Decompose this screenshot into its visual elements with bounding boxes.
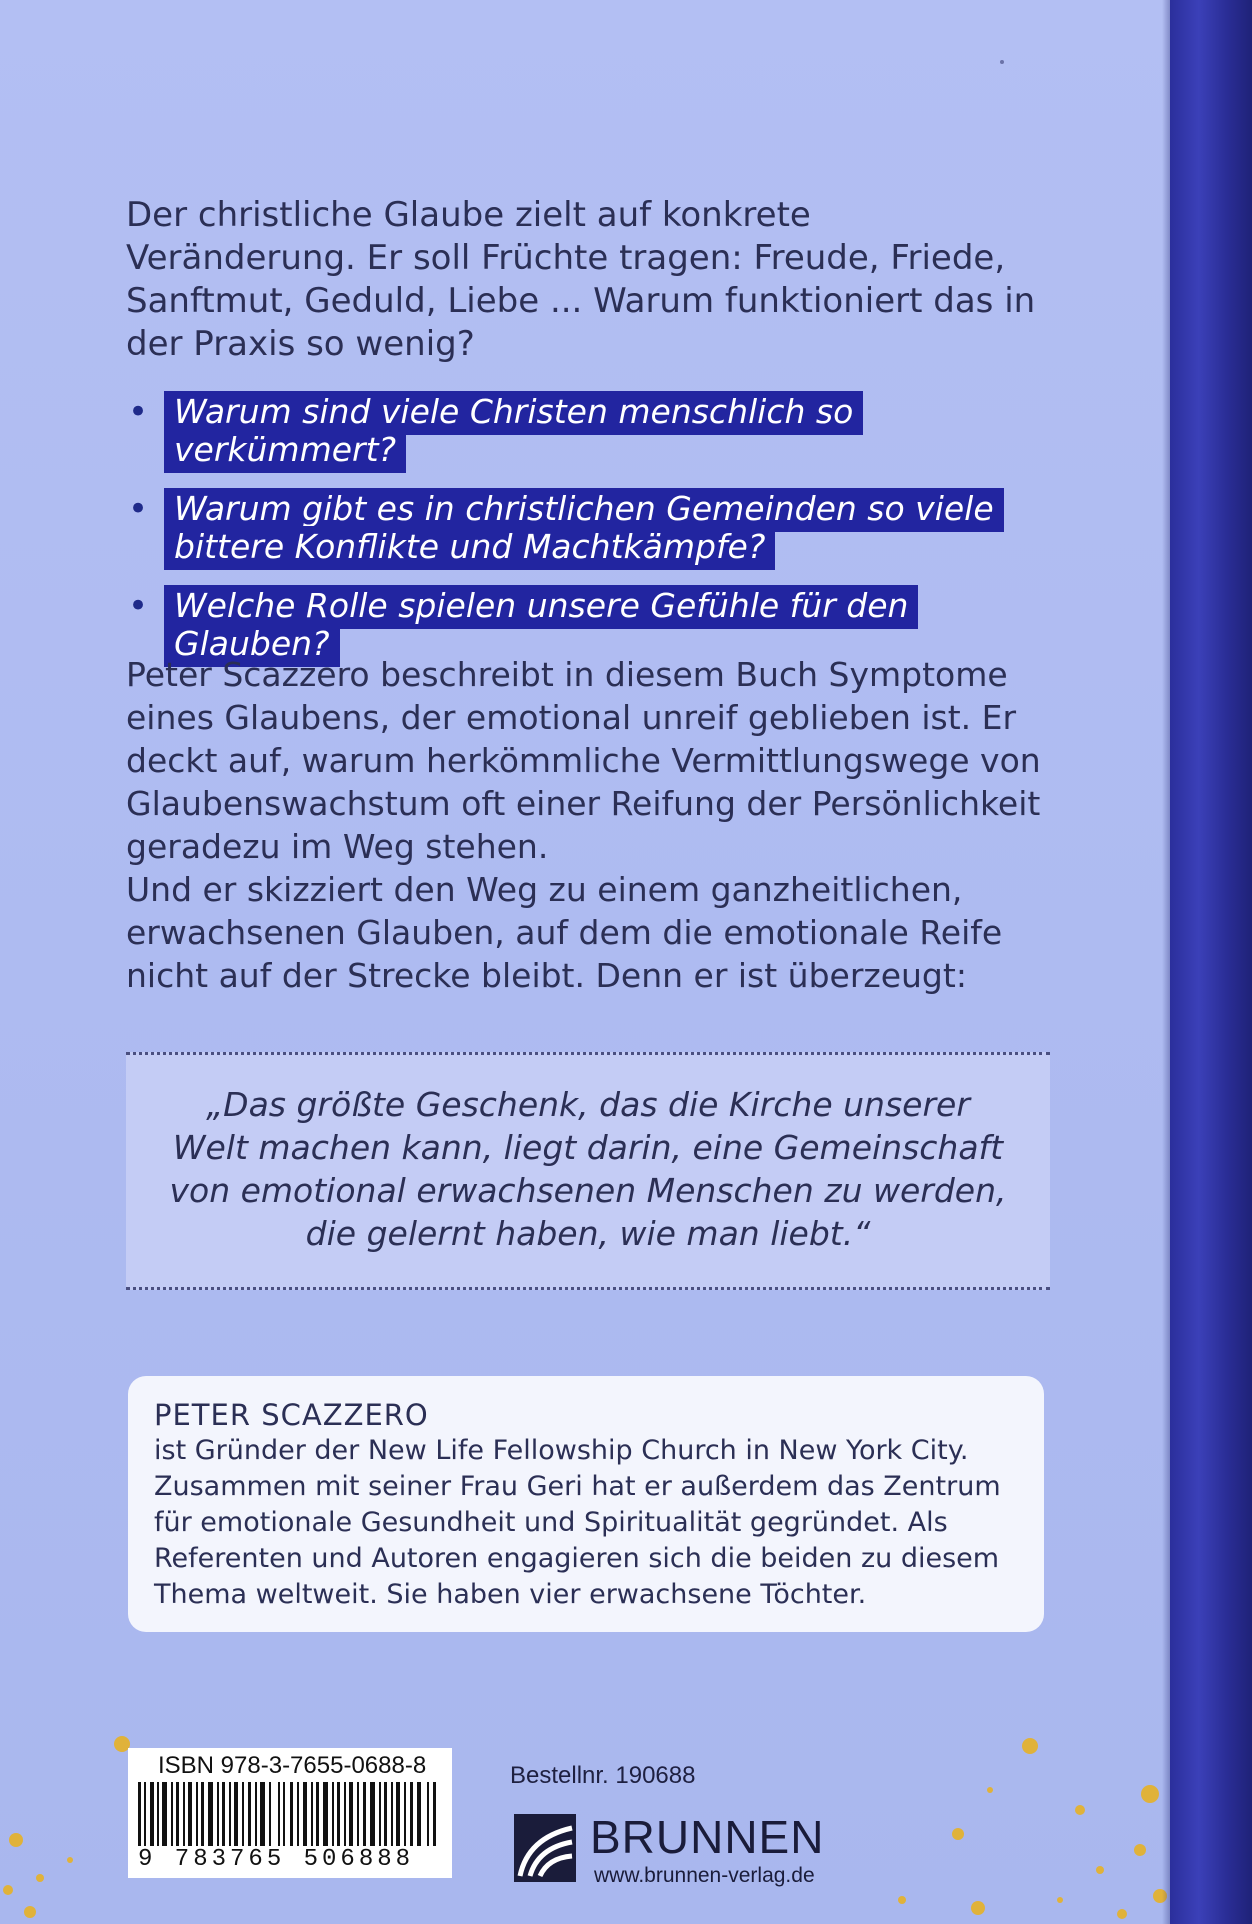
list-item [126,587,1056,663]
isbn-label: ISBN 978-3-7655-0688-8 [158,1752,427,1779]
author-name: PETER SCAZZERO [154,1398,429,1432]
bullet-icon: • [128,392,149,432]
order-number: Bestellnr. 190688 [510,1762,696,1789]
question-list [126,393,1056,684]
author-bio: ist Gründer der New Life Fellowship Church in New York City. Zusammen mit seiner Frau Geri hat er außerdem das Zentrum für emotionale Gesundheit und Spiritualität gegründet. Als Referenten und Autoren engagieren sich die beiden zu diesem Thema weltweit. Sie haben vier erwachsene Töchter. [154,1435,1001,1610]
description-text [126,653,1046,997]
description-paragraph: Und er skizziert den Weg zu einem ganzheitlichen, erwachsenen Glauben, auf dem die emotionale Reife nicht auf der Strecke bleibt. Denn er ist überzeugt: [126,870,1003,995]
list-item [126,490,1056,566]
author-box [128,1376,1044,1632]
spine-shadow [1162,0,1170,1924]
description-paragraph: Peter Scazzero beschreibt in diesem Buch Symptome eines Glaubens, der emotional unreif geblieben ist. Er deckt auf, warum herkömmliche Vermittlungswege von Glaubenswachstum oft einer Reifung der Persönlichkeit geradezu im Weg stehen. [126,655,1041,866]
bullet-icon: • [128,586,149,626]
brunnen-logo-icon [514,1814,576,1882]
speck [1000,60,1004,64]
quote-text: „Das größte Geschenk, das die Kirche unserer Welt machen kann, liegt darin, eine Gemeinschaft von emotional erwachsenen Menschen zu werden, die gelernt haben, wie man liebt.“ [169,1085,1007,1253]
question-highlight: Welche Rolle spielen unsere Gefühle für den Glauben? [164,585,918,667]
quote-box [126,1052,1050,1290]
bullet-icon: • [128,489,149,529]
question-highlight: Warum gibt es in christlichen Gemeinden so viele bittere Konflikte und Machtkämpfe? [164,488,1004,570]
intro-paragraph: Der christliche Glaube zielt auf konkrete Veränderung. Er soll Früchte tragen: Freude, Friede, Sanftmut, Geduld, Liebe ... Warum funktioniert das in der Praxis so wenig? [126,195,1036,364]
list-item [126,393,1056,469]
book-spine [1170,0,1252,1924]
barcode-digits: 9 783765 506888 [136,1846,444,1873]
question-highlight: Warum sind viele Christen menschlich so verkümmert? [164,391,863,473]
publisher-logo [514,1810,854,1890]
publisher-name: BRUNNEN [590,1811,825,1863]
barcode [128,1748,452,1878]
publisher-url: www.brunnen-verlag.de [594,1864,815,1887]
